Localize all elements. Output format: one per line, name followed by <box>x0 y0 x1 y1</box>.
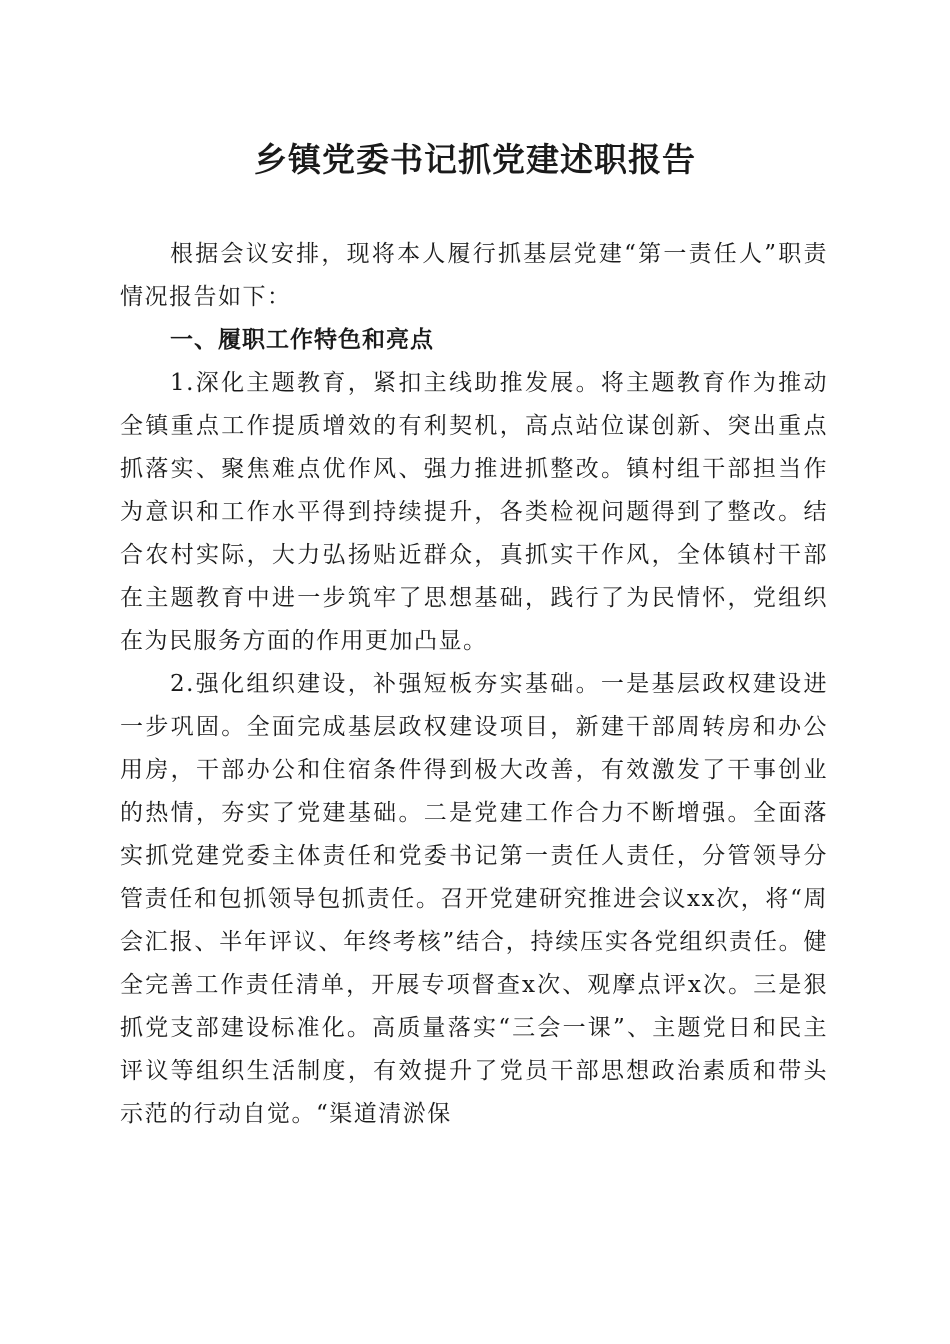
section-heading: 一、履职工作特色和亮点 <box>170 327 434 353</box>
document-body <box>120 233 828 1136</box>
document-title: 乡镇党委书记抓党建述职报告 <box>254 140 696 179</box>
intro-paragraph: 根据会议安排，现将本人履行抓基层党建“第一责任人”职责情况报告如下： <box>120 241 828 310</box>
body-paragraph-2: 2.强化组织建设，补强短板夯实基础。一是基层政权建设进一步巩固。全面完成基层政权建设项目，新建干部周转房和办公用房，干部办公和住宿条件得到极大改善，有效激发了干事创业的热情，夯实了党建基础。二是党建工作合力不断增强。全面落实抓党建党委主体责任和党委书记第一责任人责任，分管领导分管责任和包抓领导包抓责任。召开党建研究推进会议xx次，将“周会汇报、半年评议、年终考核”结合，持续压实各党组织责任。健全完善工作责任清单，开展专项督查x次、观摩点评x次。三是狠抓党支部建设标准化。高质量落实“三会一课”、主题党日和民主评议等组织生活制度，有效提升了党员干部思想政治素质和带头示范的行动自觉。“渠道清淤保 <box>120 671 828 1127</box>
body-paragraph-1: 1.深化主题教育，紧扣主线助推发展。将主题教育作为推动全镇重点工作提质增效的有利契机，高点站位谋创新、突出重点抓落实、聚焦难点优作风、强力推进抓整改。镇村组干部担当作为意识和工作水平得到持续提升，各类检视问题得到了整改。结合农村实际，大力弘扬贴近群众，真抓实干作风，全体镇村干部在主题教育中进一步筑牢了思想基础，践行了为民情怀，党组织在为民服务方面的作用更加凸显。 <box>120 370 828 654</box>
